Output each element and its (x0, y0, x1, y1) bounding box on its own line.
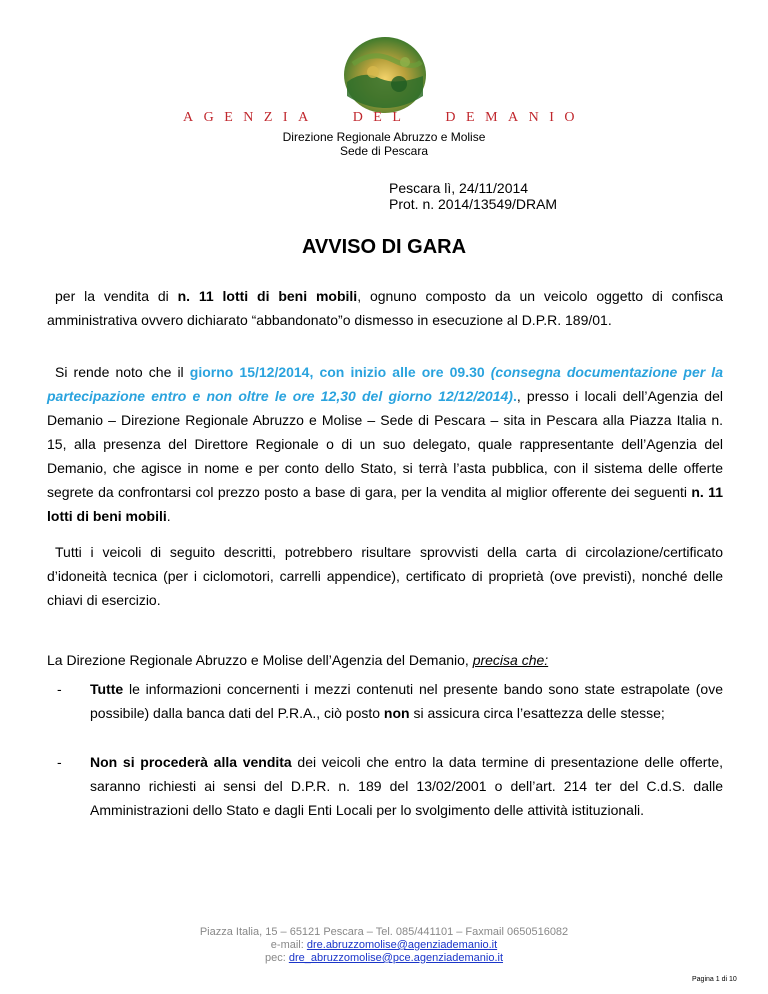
footer-email-line (0, 939, 768, 952)
bullet-dash: - (57, 681, 62, 697)
bullet-text: dei veicoli che entro la data termine di presentazione delle offerte, saranno richiesti ai sensi del D.P.R. n. 189 del 13/02/2001 o dell’art. 214 ter del C.d.S. dalle Amministrazioni dello Stato e dagli Enti Locali per lo svolgimento delle attività istituzionali. (90, 754, 724, 818)
page-footer (0, 926, 768, 965)
agency-name-word: AGENZIA (182, 110, 319, 125)
bullet-bold-2: non (383, 705, 410, 721)
page-number: Pagina 1 di 10 (692, 976, 737, 983)
office-name: Sede di Pescara (339, 144, 429, 158)
pec-label: pec: (264, 952, 289, 964)
intro-text-end: , ognuno composto da un veicolo oggetto di confisca amministrativa ovvero dichiarato “abbandonato”o dismesso in esecuzione al D.P.R. 189/01. (47, 288, 724, 328)
vehicles-text: Tutti i veicoli di seguito descritti, potrebbero risultare sprovvisti della carta di circolazione/certificato d’idoneità tecnica (per i ciclomotori, carrelli appendice), certificato di proprietà (ove previsti), nonché delle chiavi di esercizio. (47, 544, 723, 608)
list-item (47, 677, 723, 725)
bullet-bold: Non si procederà alla vendita (90, 754, 292, 770)
notice-punct: . (512, 388, 517, 404)
specify-underlined: precisa che: (472, 652, 549, 668)
notice-text: Si rende noto che il (55, 364, 190, 380)
intro-text: per la vendita di (55, 288, 178, 304)
pec-link[interactable]: dre_abruzzomolise@pce.agenziademanio.it (288, 952, 504, 964)
specify-text: La Direzione Regionale Abruzzo e Molise dell’Agenzia del Demanio, (47, 652, 473, 668)
auction-date: giorno 15/12/2014, con inizio alle ore 09.30 (189, 364, 485, 380)
vehicles-paragraph (47, 540, 723, 612)
bullet-bold: Tutte (90, 681, 124, 697)
document-title: AVVISO DI GARA (301, 236, 467, 258)
lots-bold: n. 11 lotti di beni mobili (47, 484, 723, 524)
agency-name-word: DEL (352, 110, 412, 125)
email-link[interactable]: dre.abruzzomolise@agenziademanio.it (306, 939, 498, 951)
list-item (47, 750, 723, 822)
bullet-text: le informazioni concernenti i mezzi contenuti nel presente bando sono state estrapolate (ove possibile) dalla banca dati del P.R.A., ciò posto (90, 681, 723, 721)
intro-bold: n. 11 lotti di beni mobili (177, 288, 358, 304)
place-date-block (389, 180, 557, 212)
footer-address: Piazza Italia, 15 – 65121 Pescara – Tel. 085/441101 – Faxmail 0650516082 (199, 926, 569, 938)
footer-pec-line (0, 952, 768, 965)
agency-name (0, 110, 768, 126)
agency-logo (343, 36, 427, 114)
notice-body: , presso i locali dell’Agenzia del Demanio – Direzione Regionale Abruzzo e Molise – Sede di Pescara – sita in Pescara alla Piazza Italia n. 15, alla presenza del Direttore Regionale o di un suo delegato, quale rappresentante dell’Agenzia del Demanio, che agisce in nome e per conto dello Stato, si terrà l’asta pubblica, con il sistema delle offerte segrete da confrontarsi col prezzo posto a base di gara, per la vendita al miglior offerente dei seguenti (47, 388, 723, 500)
bullet-dash: - (57, 754, 62, 770)
intro-paragraph (47, 284, 723, 332)
email-label: e-mail: (270, 939, 307, 951)
agency-name-word: DEMANIO (445, 110, 586, 125)
protocol-number: Prot. n. 2014/13549/DRAM (389, 196, 558, 212)
notice-end: . (166, 508, 171, 524)
specify-paragraph (47, 648, 723, 672)
department-header (0, 130, 768, 158)
notice-paragraph (47, 360, 723, 528)
bullet-text-2: si assicura circa l’esattezza delle stesse; (409, 705, 665, 721)
place-date: Pescara lì, 24/11/2014 (389, 180, 529, 196)
submission-deadline: (consegna documentazione per la partecipazione entro e non oltre le ore 12,30 del giorno 12/12/2014) (47, 364, 723, 404)
direction-name: Direzione Regionale Abruzzo e Molise (282, 130, 486, 144)
